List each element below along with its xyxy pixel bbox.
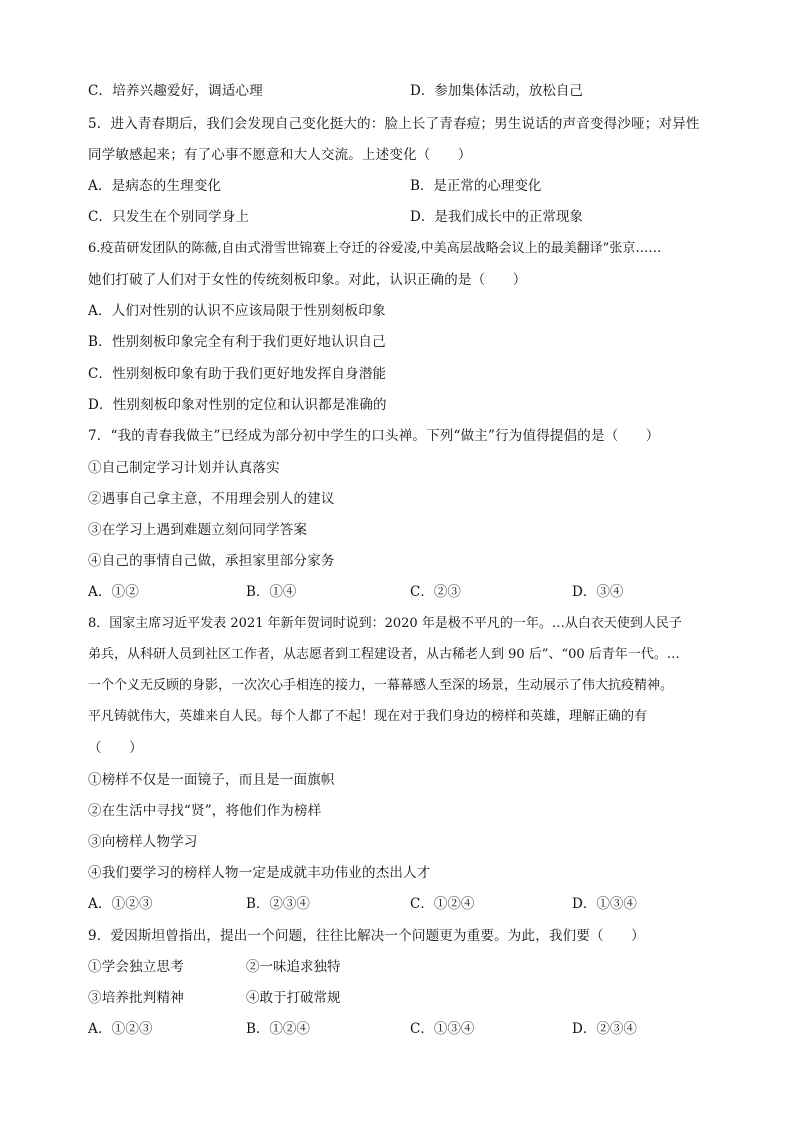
q7-item-3: ③在学习上遇到难题立刻问同学答案 [88,522,308,538]
q9-option-c: C．①③④ [410,1021,475,1037]
q8-option-c: C．①②④ [410,896,475,912]
q5-option-b: B．是正常的心理变化 [410,178,542,194]
q6-option-d: D．性别刻板印象对性别的定位和认识都是准确的 [88,397,387,413]
q9-item-3: ③培养批判精神 [88,990,184,1006]
q7-item-2: ②遇事自己拿主意，不用理会别人的建议 [88,491,335,507]
q8-stem-line-1: 8．国家主席习近平发表 2021 年新年贺词时说到：2020 年是极不平凡的一年。…从白衣天使到人民子 [88,616,682,631]
q8-stem-line-2: 弟兵，从科研人员到社区工作者，从志愿者到工程建设者，从古稀老人到 90 后”、“00 后青年一代。… [88,647,680,662]
q7-item-4: ④自己的事情自己做，承担家里部分家务 [88,553,335,569]
q6-option-a: A．人们对性别的认识不应该局限于性别刻板印象 [88,303,386,319]
q8-stem-line-5: （ ） [88,740,143,756]
q9-option-b: B．①②④ [246,1021,310,1037]
q8-item-4: ④我们要学习的榜样人物一定是成就丰功伟业的杰出人才 [88,865,431,881]
q8-item-3: ③向榜样人物学习 [88,834,198,850]
q8-stem-line-3: 一个个义无反顾的身影，一次次心手相连的接力，一幕幕感人至深的场景，生动展示了伟大抗疫精神。 [88,678,674,693]
q8-item-1: ①榜样不仅是一面镜子，而且是一面旗帜 [88,772,335,788]
q9-item-2: ②一味追求独特 [246,959,341,975]
q6-stem-line-2: 她们打破了人们对于女性的传统刻板印象。对此，认识正确的是（ ） [88,272,527,288]
q9-option-a: A．①②③ [88,1021,153,1037]
q6-option-c: C．性别刻板印象有助于我们更好地发挥自身潜能 [88,366,387,382]
q5-option-a: A．是病态的生理变化 [88,178,222,194]
q8-option-a: A．①②③ [88,896,153,912]
q7-stem: 7．“我的青春我做主”已经成为部分初中学生的口头禅。下列“做主”行为值得提倡的是（ ） [88,428,660,444]
q7-option-a: A．①② [88,584,140,600]
q5-option-c: C．只发生在个别同学身上 [88,209,250,225]
q5-option-d: D．是我们成长中的正常现象 [410,209,583,225]
q7-option-d: D．③④ [572,584,624,600]
q8-stem-line-4: 平凡铸就伟大，英雄来自人民。每个人都了不起！现在对于我们身边的榜样和英雄，理解正确的有 [88,709,648,724]
q6-stem-line-1: 6.疫苗研发团队的陈薇,自由式滑雪世锦赛上夺迁的谷爱凌,中美高层战略会议上的最美翻译”张京…… [88,241,662,256]
q8-option-b: B．②③④ [246,896,310,912]
q6-option-b: B．性别刻板印象完全有利于我们更好地认识自己 [88,334,386,350]
q7-item-1: ①自己制定学习计划并认真落实 [88,460,280,476]
q8-option-d: D．①③④ [572,896,637,912]
q8-item-2: ②在生活中寻找“贤”，将他们作为榜样 [88,803,322,819]
q9-option-d: D．②③④ [572,1021,637,1037]
q9-item-1: ①学会独立思考 [88,959,184,975]
q7-option-c: C．②③ [410,584,461,600]
q7-option-b: B．①④ [246,584,297,600]
q9-stem: 9．爱因斯坦曾指出，提出一个问题，往往比解决一个问题更为重要。为此，我们要（ ） [88,928,645,944]
q4-option-c: C．培养兴趣爱好，调适心理 [88,83,263,99]
q4-option-d: D．参加集体活动，放松自己 [410,83,583,99]
q9-item-4: ④敢于打破常规 [246,990,341,1006]
q5-stem-line-2: 同学敏感起来；有了心事不愿意和大人交流。上述变化（ ） [88,147,472,163]
q5-stem-line-1: 5．进入青春期后，我们会发现自己变化挺大的：脸上长了青春痘；男生说话的声音变得沙哑；对异性 [88,116,700,132]
